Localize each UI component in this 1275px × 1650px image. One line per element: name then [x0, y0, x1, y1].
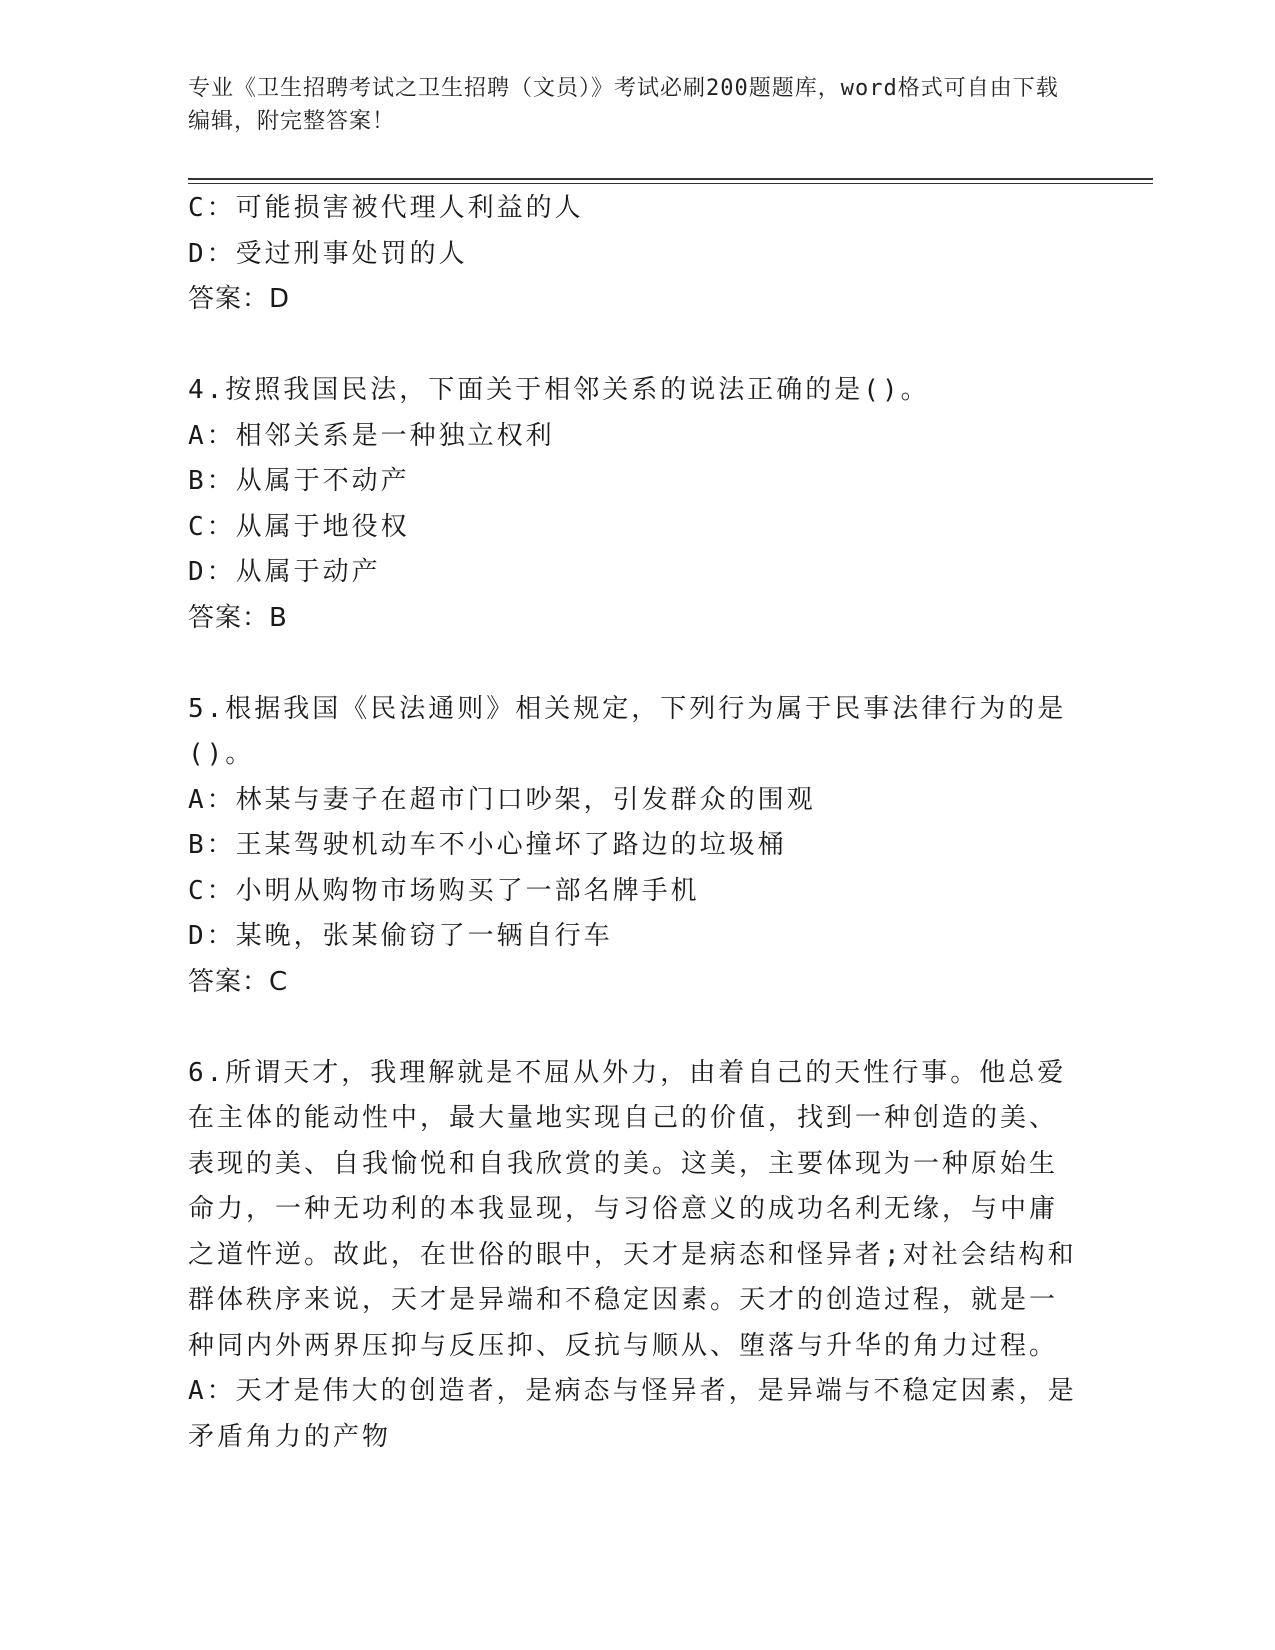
q4-option-a: A：相邻关系是一种独立权利	[188, 420, 555, 451]
q3-option-c: C：可能损害被代理人利益的人	[188, 193, 584, 223]
q5-option-b: B：王某驾驶机动车不小心撞坏了路边的垃圾桶	[188, 830, 787, 860]
q3-answer: 答案：D	[188, 284, 291, 314]
q6-stem-line-6: 群体秩序来说，天才是异端和不稳定因素。天才的创造过程，就是一	[188, 1285, 1059, 1315]
q6-option-a-line-1: A：天才是伟大的创造者，是病态与怪异者，是异端与不稳定因素，是	[188, 1376, 1077, 1406]
spacer	[188, 641, 1078, 687]
q4-option-b: B：从属于不动产	[188, 466, 410, 496]
q5-option-c: C：小明从购物市场购买了一部名牌手机	[188, 875, 700, 906]
header-rule-thin	[188, 183, 1153, 184]
q3-option-d: D：受过刑事处罚的人	[188, 238, 468, 269]
q5-stem-line-2: ()。	[188, 739, 255, 769]
q6-stem-line-4: 命力，一种无功利的本我显现，与习俗意义的成功名利无缘，与中庸	[188, 1194, 1059, 1224]
q6-stem-line-2: 在主体的能动性中，最大量地实现自己的价值，找到一种创造的美、	[188, 1103, 1059, 1133]
q5-answer: 答案：C	[188, 966, 289, 997]
q6-option-a-line-2: 矛盾角力的产物	[188, 1421, 392, 1452]
q4-answer: 答案：B	[188, 602, 288, 633]
q5-stem-line-1: 5.根据我国《民法通则》相关规定，下列行为属于民事法律行为的是	[188, 693, 1067, 724]
spacer	[188, 1005, 1078, 1051]
question-content	[188, 186, 1078, 1460]
q6-stem-line-3: 表现的美、自我愉悦和自我欣赏的美。这美，主要体现为一种原始生	[188, 1148, 1059, 1179]
header-text: 专业《卫生招聘考试之卫生招聘（文员）》考试必刷200题题库，word格式可自由下载编辑，附完整答案！	[188, 76, 1059, 134]
q4-option-c: C：从属于地役权	[188, 511, 410, 542]
q6-stem-line-1: 6.所谓天才，我理解就是不屈从外力，由着自己的天性行事。他总爱	[188, 1057, 1067, 1088]
q5-option-d: D：某晚，张某偷窃了一辆自行车	[188, 921, 613, 951]
spacer	[188, 323, 1078, 369]
q6-stem-line-5: 之道忤逆。故此，在世俗的眼中，天才是病态和怪异者;对社会结构和	[188, 1239, 1077, 1270]
header-rule-thick	[188, 178, 1153, 180]
document-header	[188, 72, 1068, 138]
q6-stem-line-7: 种同内外两界压抑与反压抑、反抗与顺从、堕落与升华的角力过程。	[188, 1330, 1059, 1361]
q4-option-d: D：从属于动产	[188, 557, 381, 587]
q5-option-a: A：林某与妻子在超市门口吵架，引发群众的围观	[188, 784, 816, 815]
q4-stem: 4.按照我国民法，下面关于相邻关系的说法正确的是()。	[188, 375, 930, 405]
